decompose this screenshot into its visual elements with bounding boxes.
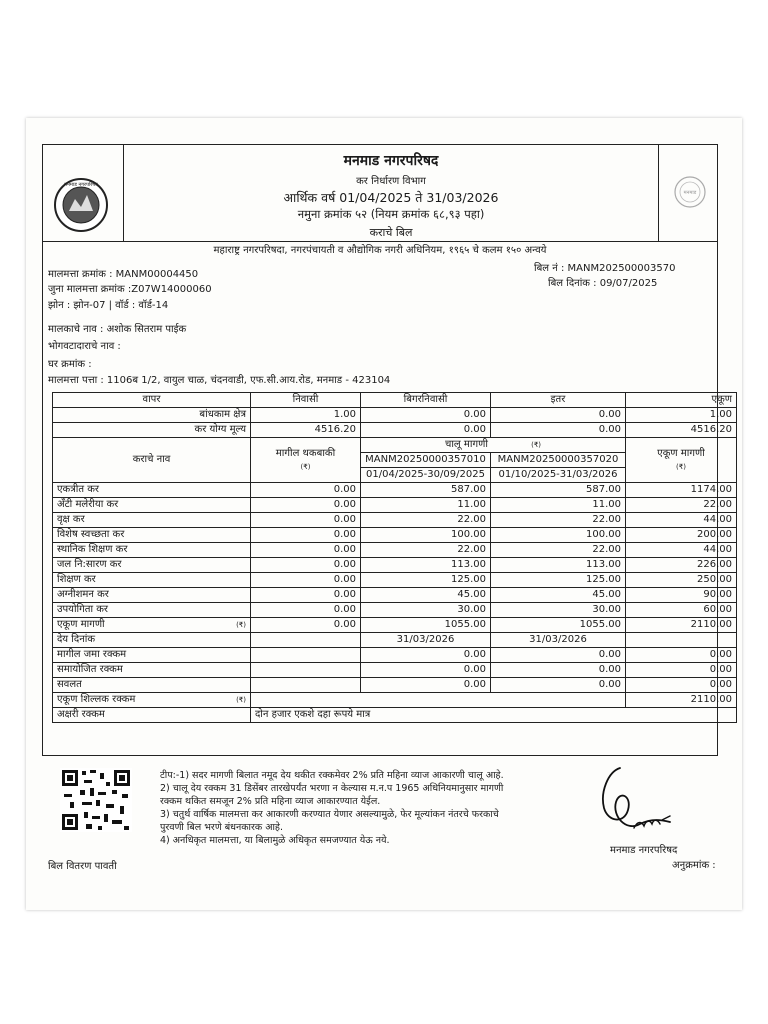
tax-row (53, 513, 737, 528)
tax-name-header: कराचे नाव (53, 438, 251, 483)
in-words-row (53, 708, 737, 723)
bill-header (43, 145, 717, 242)
rupee-sign: (₹) (236, 696, 246, 704)
tax-row (53, 588, 737, 603)
empty-cell (251, 648, 361, 663)
current-demand-header (361, 438, 626, 453)
row-label: बांधकाम क्षेत्र (53, 408, 251, 423)
cell-value: 0.00 (626, 663, 737, 678)
municipal-logo-icon (53, 177, 109, 233)
tax-row (53, 603, 737, 618)
cell-value: 2110.00 (626, 693, 737, 708)
empty-cell (251, 663, 361, 678)
serial-label: अनुक्रमांक : (672, 860, 716, 871)
total-demand-row (53, 618, 737, 633)
arrears-label: मागील थकबाकी (275, 447, 336, 459)
cell-value: 0.00 (491, 408, 626, 423)
tax-row (53, 543, 737, 558)
arrears-header (251, 438, 361, 483)
owner-name: मालकाचे नाव : अशोक सितराम पाईक (48, 324, 187, 335)
note-line-4: 3) चतुर्थ वार्षिक मालमत्ता कर आकारणी करण्यात येणार असल्यामुळे, फेर मूल्यांकन नंतरचे फरकाचे (160, 809, 499, 820)
due-date-row (53, 633, 737, 648)
note-line-6: 4) अनधिकृत मालमत्ता, या बिलामुळे अधिकृत समजण्यात येऊ नये. (160, 835, 390, 846)
cell-value: 30.00 (361, 603, 491, 618)
rupee-sign: (₹) (676, 462, 686, 471)
amount-in-words: दोन हजार एकशे दहा रूपये मात्र (251, 708, 737, 723)
row-label: कर योग्य मूल्य (53, 423, 251, 438)
cell-value: 0.00 (626, 678, 737, 693)
cell-value: 0.00 (361, 678, 491, 693)
empty-cell (626, 633, 737, 648)
cell-value: 11.00 (491, 498, 626, 513)
cell-value: 0.00 (626, 648, 737, 663)
cell-value: 1055.00 (491, 618, 626, 633)
cell-value: 0.00 (251, 483, 361, 498)
rupee-sign: (₹) (531, 441, 542, 449)
cell-value: 90.00 (626, 588, 737, 603)
cell-value: 45.00 (491, 588, 626, 603)
form-number: नमुना क्रमांक ५२ (नियम क्रमांक ६८,९३ पहा) (297, 207, 485, 221)
old-property-number: जुना मालमत्ता क्रमांक :Z07W14000060 (48, 284, 212, 295)
cell-value: 113.00 (361, 558, 491, 573)
cell-value: 30.00 (491, 603, 626, 618)
note-line-5: पुरवणी बिल भरणे बंधनकारक आहे. (160, 822, 283, 833)
cell-value: 0.00 (251, 558, 361, 573)
bill-date: बिल दिनांक : 09/07/2025 (548, 278, 658, 289)
period1-range: 01/04/2025-30/09/2025 (361, 468, 491, 483)
cell-value: 22.00 (626, 498, 737, 513)
prev-deposit-row (53, 648, 737, 663)
concession-row (53, 678, 737, 693)
cell-value: 0.00 (361, 663, 491, 678)
cell-value: 22.00 (361, 543, 491, 558)
org-name: मनमाड नगरपरिषद (343, 153, 439, 169)
cell-value: 0.00 (491, 678, 626, 693)
cell-value: 113.00 (491, 558, 626, 573)
doc-title: कराचे बिल (369, 226, 413, 239)
cell-value: 1174.00 (626, 483, 737, 498)
cell-value: 125.00 (491, 573, 626, 588)
logo-text: मनमाड नगरपरिषद (64, 182, 98, 188)
cell-value: 125.00 (361, 573, 491, 588)
fiscal-year: आर्थिक वर्ष 01/04/2025 ते 31/03/2026 (283, 190, 499, 205)
cell-value: 1055.00 (361, 618, 491, 633)
tax-name: स्थानिक शिक्षण कर (53, 543, 251, 558)
cell-value: 100.00 (491, 528, 626, 543)
cell-value: 2110.00 (626, 618, 737, 633)
cell-value: 1.00 (251, 408, 361, 423)
seal-cell (658, 145, 717, 241)
cell-value: 0.00 (251, 543, 361, 558)
cell-value: 0.00 (251, 573, 361, 588)
residential-header: निवासी (251, 393, 361, 408)
row-label: देय दिनांक (53, 633, 251, 648)
cell-value: 22.00 (491, 543, 626, 558)
bill-number: बिल नं : MANM202500003570 (534, 263, 676, 274)
tax-name: शिक्षण कर (53, 573, 251, 588)
cell-value: 0.00 (251, 588, 361, 603)
row-label: समायोजित रक्कम (53, 663, 251, 678)
tax-row (53, 483, 737, 498)
occupier-name: भोगवटादाराचे नाव : (48, 341, 121, 352)
tax-name: अँटी मलेरीया कर (53, 498, 251, 513)
empty-cell (251, 678, 361, 693)
total-demand-label: एकूण मागणी (657, 447, 705, 459)
balance-name: एकूण शिल्लक रक्कम (57, 694, 136, 705)
cell-value: 226.00 (626, 558, 737, 573)
cell-value: 100.00 (361, 528, 491, 543)
tax-name: उपयोगिता कर (53, 603, 251, 618)
signatory: मनमाड नगरपरिषद (610, 845, 678, 856)
property-address: मालमत्ता पत्ता : 1106ब 1/2, वायुल चाळ, चंदनवाडी, एफ.सी.आय.रोड, मनमाड - 423104 (48, 375, 391, 386)
tax-bill-table (52, 392, 737, 723)
cell-value: 44.00 (626, 513, 737, 528)
tax-row (53, 558, 737, 573)
total-demand-header (626, 438, 737, 483)
logo-cell (43, 145, 124, 241)
cell-value: 22.00 (491, 513, 626, 528)
usage-header: वापर (53, 393, 251, 408)
cell-value: 11.00 (361, 498, 491, 513)
cell-value: 60.00 (626, 603, 737, 618)
balance-row (53, 693, 737, 708)
tax-row (53, 528, 737, 543)
rupee-sign: (₹) (236, 621, 246, 629)
seal-stamp-icon (673, 175, 707, 209)
note-line-2: 2) चालू देय रक्कम 31 डिसेंबर तारखेपर्यंत भरणा न केल्यास म.न.प 1965 अधिनियमानुसार मागणी (160, 783, 504, 794)
tax-name: एकत्रीत कर (53, 483, 251, 498)
cell-value: 250.00 (626, 573, 737, 588)
period1-id: MANM20250000357010 (361, 453, 491, 468)
cell-value: 0.00 (251, 603, 361, 618)
cell-value: 22.00 (361, 513, 491, 528)
period2-id: MANM20250000357020 (491, 453, 626, 468)
adjusted-row (53, 663, 737, 678)
department: कर निर्धारण विभाग (356, 176, 426, 187)
cell-value: 0.00 (491, 663, 626, 678)
cell-value: 0.00 (491, 423, 626, 438)
non-residential-header: बिगरनिवासी (361, 393, 491, 408)
row-label: सवलत (53, 678, 251, 693)
tax-name: जल नि:सारण कर (53, 558, 251, 573)
note-line-1: टीप:-1) सदर मागणी बिलात नमूद देय थकीत रक्कमेवर 2% प्रति महिना व्याज आकारणी चालू आहे. (160, 770, 504, 781)
cell-value: 4516.20 (251, 423, 361, 438)
row-label (53, 693, 251, 708)
rupee-sign: (₹) (300, 462, 311, 471)
period2-range: 01/10/2025-31/03/2026 (491, 468, 626, 483)
tax-row (53, 498, 737, 513)
qr-code-icon (60, 768, 132, 832)
tax-name: वृक्ष कर (53, 513, 251, 528)
tax-rows (53, 483, 737, 618)
cell-value: 0.00 (251, 618, 361, 633)
cell-value: 587.00 (361, 483, 491, 498)
cell-value: 0.00 (251, 498, 361, 513)
cell-value: 0.00 (361, 648, 491, 663)
other-header: इतर (491, 393, 626, 408)
cell-value: 1.00 (626, 408, 737, 423)
taxable-value-row (53, 423, 737, 438)
built-area-row (53, 408, 737, 423)
total-demand-name: एकूण मागणी (57, 619, 105, 630)
total-header: एकूण (626, 393, 737, 408)
tax-header-row-1 (53, 438, 737, 453)
cell-value: 31/03/2026 (491, 633, 626, 648)
cell-value: 0.00 (361, 408, 491, 423)
row-label (53, 618, 251, 633)
cell-value: 44.00 (626, 543, 737, 558)
row-label: अक्षरी रक्कम (53, 708, 251, 723)
seal-text: मनमाड (683, 190, 697, 196)
signature-icon (590, 762, 700, 840)
tax-row (53, 573, 737, 588)
cell-value: 0.00 (251, 513, 361, 528)
house-number: घर क्रमांक : (48, 359, 92, 370)
empty-cell (251, 693, 626, 708)
usage-header-row (53, 393, 737, 408)
cell-value: 31/03/2026 (361, 633, 491, 648)
note-line-3: रक्कम थकित समजून 2% प्रति महिना व्याज आकारण्यात येईल. (160, 796, 381, 807)
cell-value: 0.00 (361, 423, 491, 438)
tax-name: विशेष स्वच्छता कर (53, 528, 251, 543)
cell-value: 0.00 (251, 528, 361, 543)
cell-value: 0.00 (491, 648, 626, 663)
zone-ward: झोन : झोन-07 | वॉर्ड : वॉर्ड-14 (48, 300, 169, 311)
cell-value: 4516.20 (626, 423, 737, 438)
empty-cell (251, 633, 361, 648)
cell-value: 587.00 (491, 483, 626, 498)
current-demand-label: चालू मागणी (444, 439, 488, 450)
property-number: मालमत्ता क्रमांक : MANM00004450 (48, 269, 199, 280)
cell-value: 45.00 (361, 588, 491, 603)
row-label: मागील जमा रक्कम (53, 648, 251, 663)
act-line: महाराष्ट्र नगरपरिषदा, नगरपंचायती व औद्योगिक नगरी अधिनियम, १९६५ चे कलम १५० अन्वये (213, 245, 547, 256)
cell-value: 200.00 (626, 528, 737, 543)
receipt-label: बिल वितरण पावती (48, 861, 117, 872)
tax-name: अग्नीशमन कर (53, 588, 251, 603)
